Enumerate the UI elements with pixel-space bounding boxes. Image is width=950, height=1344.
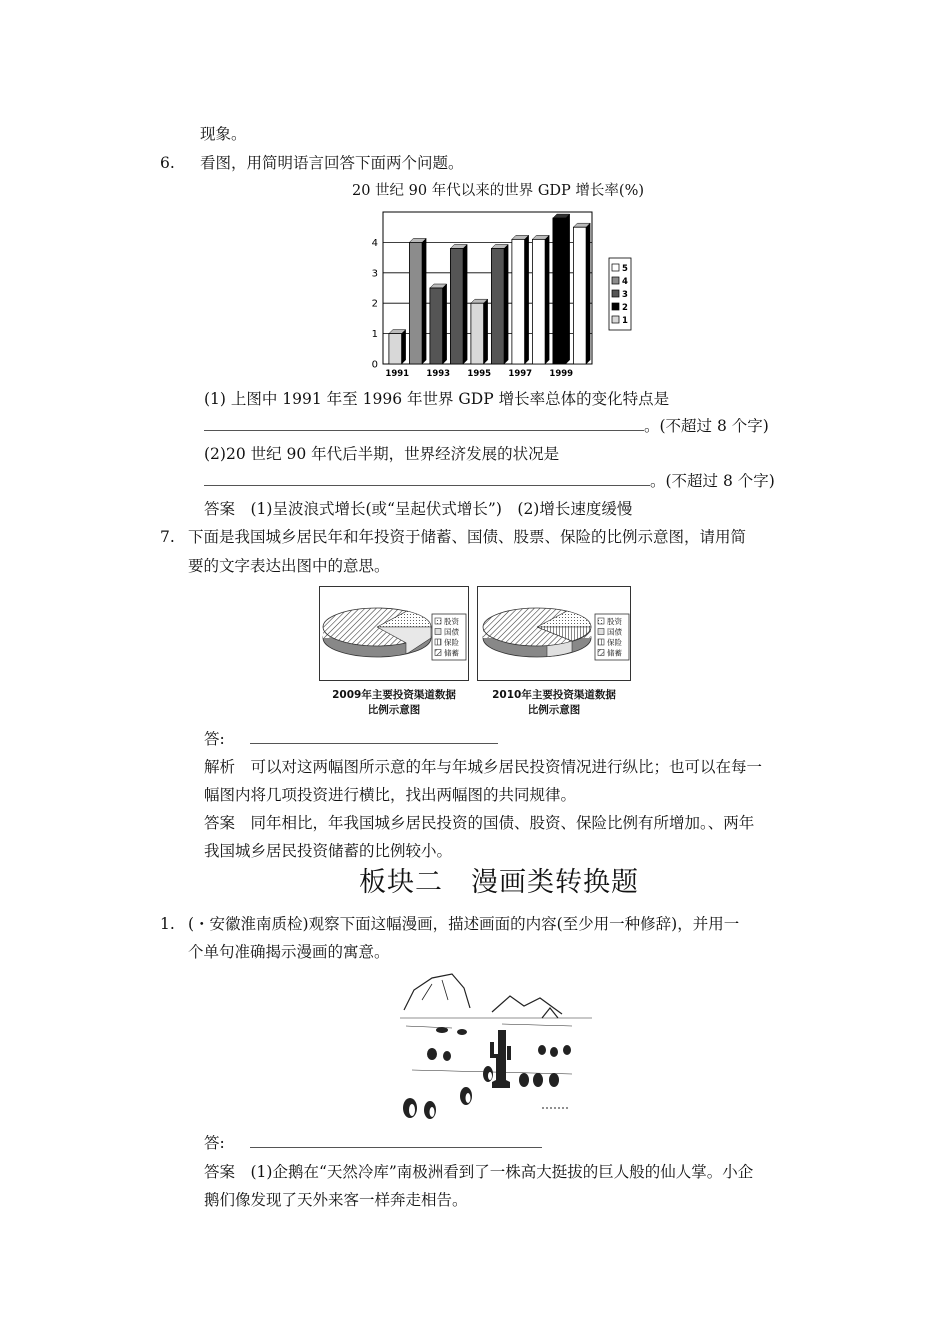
pie-legend-swatch bbox=[598, 650, 604, 656]
cartoon-iceberg-left bbox=[404, 974, 470, 1010]
gdp-chart-title: 20 世纪 90 年代以来的世界 GDP 增长率(%) bbox=[352, 183, 645, 199]
q7-prompt-line2: 要的文字表达出图中的意思。 bbox=[188, 557, 390, 575]
gdp-bar bbox=[491, 244, 508, 364]
s2q1-answer-line1: 答案 (1)企鹅在“天然冷库”南极洲看到了一株高大挺拔的巨人般的仙人掌。小企 bbox=[204, 1163, 754, 1181]
x-tick-label: 1991 bbox=[385, 369, 410, 377]
pie-legend-swatch bbox=[598, 639, 604, 645]
pie-legend-label: 储蓄 bbox=[444, 648, 459, 658]
gdp-bar bbox=[471, 299, 488, 364]
s2q1-number: 1. bbox=[160, 915, 175, 933]
q6-prompt: 看图，用简明语言回答下面两个问题。 bbox=[200, 154, 464, 172]
gdp-bar bbox=[389, 330, 406, 364]
cartoon-penguin bbox=[538, 1045, 546, 1055]
s2q1-prompt-line1: (・安徽淮南质检)观察下面这幅漫画，描述画面的内容(至少用一种修辞)，并用一 bbox=[188, 915, 740, 933]
x-tick-label: 1999 bbox=[549, 369, 574, 377]
q7-analysis-line2: 幅图内将几项投资进行横比，找出两幅图的共同规律。 bbox=[204, 786, 577, 804]
q6-sub1-answer-line[interactable] bbox=[204, 416, 769, 436]
s2q1-answer-line2: 鹅们像发现了天外来客一样奔走相告。 bbox=[204, 1191, 468, 1209]
legend-swatch bbox=[612, 277, 619, 284]
pie-legend-swatch bbox=[598, 629, 604, 635]
x-tick-label: 1995 bbox=[467, 369, 492, 377]
pie-legend-label: 股资 bbox=[444, 617, 459, 626]
cartoon-penguin bbox=[550, 1047, 558, 1057]
cartoon-penguin bbox=[427, 1048, 437, 1060]
legend-label: 5 bbox=[622, 264, 628, 274]
x-tick-label: 1993 bbox=[426, 369, 451, 377]
q7-prompt-line1: 下面是我国城乡居民年和年投资于储蓄、国债、股票、保险的比例示意图，请用简 bbox=[188, 528, 747, 546]
cartoon-penguin bbox=[443, 1051, 451, 1061]
gdp-bar bbox=[409, 238, 426, 364]
q6-number: 6. bbox=[160, 154, 175, 172]
pie-legend-label: 股资 bbox=[607, 617, 622, 626]
cartoon-penguin bbox=[436, 1027, 448, 1033]
cartoon-penguin bbox=[533, 1073, 543, 1087]
gdp-bar-chart bbox=[360, 205, 660, 377]
pie-legend-swatch bbox=[435, 629, 441, 635]
legend-swatch bbox=[612, 316, 619, 323]
q7-answer-line2: 我国城乡居民投资储蓄的比例较小。 bbox=[204, 842, 453, 860]
cartoon-penguin bbox=[457, 1029, 467, 1035]
q6-sub2-blank[interactable] bbox=[204, 471, 650, 486]
q6-sub1-blank[interactable] bbox=[204, 416, 644, 431]
q7-number: 7. bbox=[160, 528, 175, 546]
intro-tail: 现象。 bbox=[200, 125, 247, 143]
legend-label: 1 bbox=[622, 316, 628, 326]
q6-sub2-limit: 。(不超过 8 个字) bbox=[650, 472, 775, 490]
pie-legend-label: 储蓄 bbox=[607, 648, 622, 658]
pie-legend-label: 保险 bbox=[607, 638, 622, 647]
section-title: 板块二 漫画类转换题 bbox=[359, 867, 639, 898]
q6-answer: 答案 (1)呈波浪式增长(或“呈起伏式增长”) (2)增长速度缓慢 bbox=[204, 500, 633, 518]
s2q1-answer-line[interactable] bbox=[204, 1133, 542, 1153]
q6-sub2: (2)20 世纪 90 年代后半期，世界经济发展的状况是 bbox=[204, 445, 560, 463]
legend-swatch bbox=[612, 303, 619, 310]
gdp-bar bbox=[573, 223, 590, 364]
gdp-bar bbox=[430, 284, 447, 364]
pie-chart-2010 bbox=[477, 586, 631, 681]
s2q1-answer-blank[interactable] bbox=[250, 1133, 542, 1148]
pie-2010-caption: 2010年主要投资渠道数据 比例示意图 bbox=[492, 689, 616, 716]
y-tick-label: 2 bbox=[371, 298, 378, 310]
cartoon-penguin bbox=[549, 1073, 559, 1087]
pie-legend-swatch bbox=[435, 639, 441, 645]
cartoon-penguins-cactus bbox=[392, 970, 592, 1128]
pie-legend-swatch bbox=[435, 618, 441, 624]
legend-swatch bbox=[612, 290, 619, 297]
q7-analysis-line1: 解析 可以对这两幅图所示意的年与年城乡居民投资情况进行纵比；也可以在每一 bbox=[204, 758, 763, 776]
q7-answer-label: 答: bbox=[204, 730, 225, 748]
x-tick-label: 1997 bbox=[508, 369, 533, 377]
q7-answer-line[interactable] bbox=[204, 729, 498, 749]
s2q1-answer-label: 答: bbox=[204, 1134, 225, 1152]
gdp-bar bbox=[512, 235, 529, 364]
legend-label: 4 bbox=[622, 277, 628, 287]
q7-answer-line1: 答案 同年相比，年我国城乡居民投资的国债、股资、保险比例有所增加。、两年 bbox=[204, 814, 755, 832]
pie-legend-label: 国债 bbox=[607, 627, 622, 637]
y-tick-label: 3 bbox=[371, 268, 378, 280]
cartoon-cactus-arm bbox=[507, 1046, 511, 1060]
s2q1-prompt-line2: 个单句准确揭示漫画的寓意。 bbox=[188, 943, 390, 961]
y-tick-label: 0 bbox=[371, 359, 378, 371]
cartoon-mountains bbox=[492, 996, 562, 1014]
y-tick-label: 1 bbox=[371, 329, 378, 341]
q6-sub1-limit: 。(不超过 8 个字) bbox=[644, 417, 769, 435]
legend-label: 2 bbox=[622, 303, 628, 313]
cartoon-penguin bbox=[563, 1045, 571, 1055]
q7-answer-blank[interactable] bbox=[250, 729, 498, 744]
y-tick-label: 4 bbox=[371, 237, 378, 249]
pie-chart-2009 bbox=[319, 586, 469, 681]
cartoon-penguin bbox=[519, 1073, 529, 1087]
pie-legend-swatch bbox=[435, 650, 441, 656]
pie-legend-label: 国债 bbox=[444, 627, 459, 637]
q6-sub2-answer-line[interactable] bbox=[204, 471, 775, 491]
pie-2009-caption: 2009年主要投资渠道数据 比例示意图 bbox=[332, 689, 456, 716]
pie-legend-label: 保险 bbox=[444, 638, 459, 647]
q6-sub1: (1) 上图中 1991 年至 1996 年世界 GDP 增长率总体的变化特点是 bbox=[204, 390, 670, 408]
pie-legend-swatch bbox=[598, 618, 604, 624]
gdp-bar bbox=[532, 235, 549, 364]
gdp-bar bbox=[553, 214, 570, 364]
gdp-bar bbox=[450, 244, 467, 364]
legend-label: 3 bbox=[622, 290, 628, 300]
legend-swatch bbox=[612, 264, 619, 271]
